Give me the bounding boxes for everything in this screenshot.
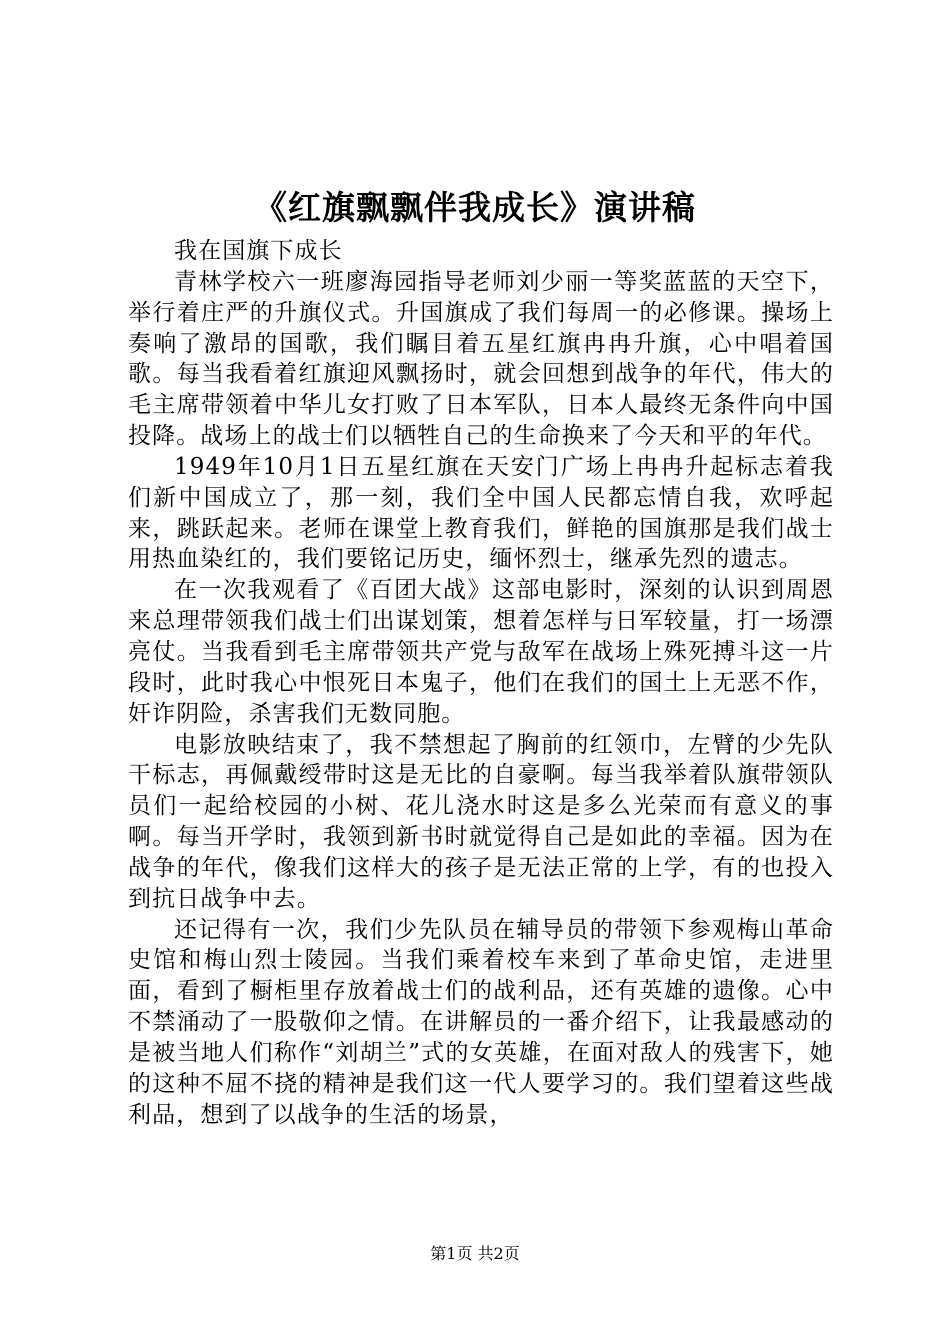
document-body [128,236,834,1130]
paragraph: 还记得有一次，我们少先队员在辅导员的带领下参观梅山革命史馆和梅山烈士陵园。当我们乘着校车来到了革命史馆，走进里面，看到了橱柜里存放着战士们的战利品，还有英雄的遗像。心中不禁涌动了一股敬仰之情。在讲解员的一番介绍下，让我最感动的是被当地人们称作“刘胡兰”式的女英雄，在面对敌人的残害下，她的这种不屈不挠的精神是我们这一代人要学习的。我们望着这些战利品，想到了以战争的生活的场景， [128,916,834,1128]
paragraph-subtitle: 我在国旗下成长 [174,238,343,264]
document-title: 《红旗飘飘伴我成长》演讲稿 [254,188,696,227]
paragraph: 青林学校六一班廖海园指导老师刘少丽一等奖蓝蓝的天空下，举行着庄严的升旗仪式。升国旗成了我们每周一的必修课。操场上奏响了激昂的国歌，我们瞩目着五星红旗冉冉升旗，心中唱着国歌。每当我看着红旗迎风飘扬时，就会回想到战争的年代，伟大的毛主席带领着中华儿女打败了日本军队，日本人最终无条件向中国投降。战场上的战士们以牺牲自己的生命换来了今天和平的年代。 [128,268,834,450]
paragraph: 在一次我观看了《百团大战》这部电影时，深刻的认识到周恩来总理带领我们战士们出谋划策，想着怎样与日军较量，打一场漂亮仗。当我看到毛主席带领共产党与敌军在战场上殊死搏斗这一片段时，此时我心中恨死日本鬼子，他们在我们的国土上无恶不作，奸诈阴险，杀害我们无数同胞。 [128,577,834,727]
page-footer: 第1页 共2页 [430,1244,520,1263]
paragraph: 1949年10月1日五星红旗在天安门广场上冉冉升起标志着我们新中国成立了，那一刻，我们全中国人民都忘情自我，欢呼起来，跳跃起来。老师在课堂上教育我们，鲜艳的国旗那是我们战士用热血染红的，我们要铭记历史，缅怀烈士，继承先烈的遗志。 [128,453,834,573]
paragraph: 电影放映结束了，我不禁想起了胸前的红领巾，左臂的少先队干标志，再佩戴绶带时这是无比的自豪啊。每当我举着队旗带领队员们一起给校园的小树、花儿浇水时这是多么光荣而有意义的事啊。每当开学时，我领到新书时就觉得自己是如此的幸福。因为在战争的年代，像我们这样大的孩子是无法正常的上学，有的也投入到抗日战争中去。 [128,731,834,912]
